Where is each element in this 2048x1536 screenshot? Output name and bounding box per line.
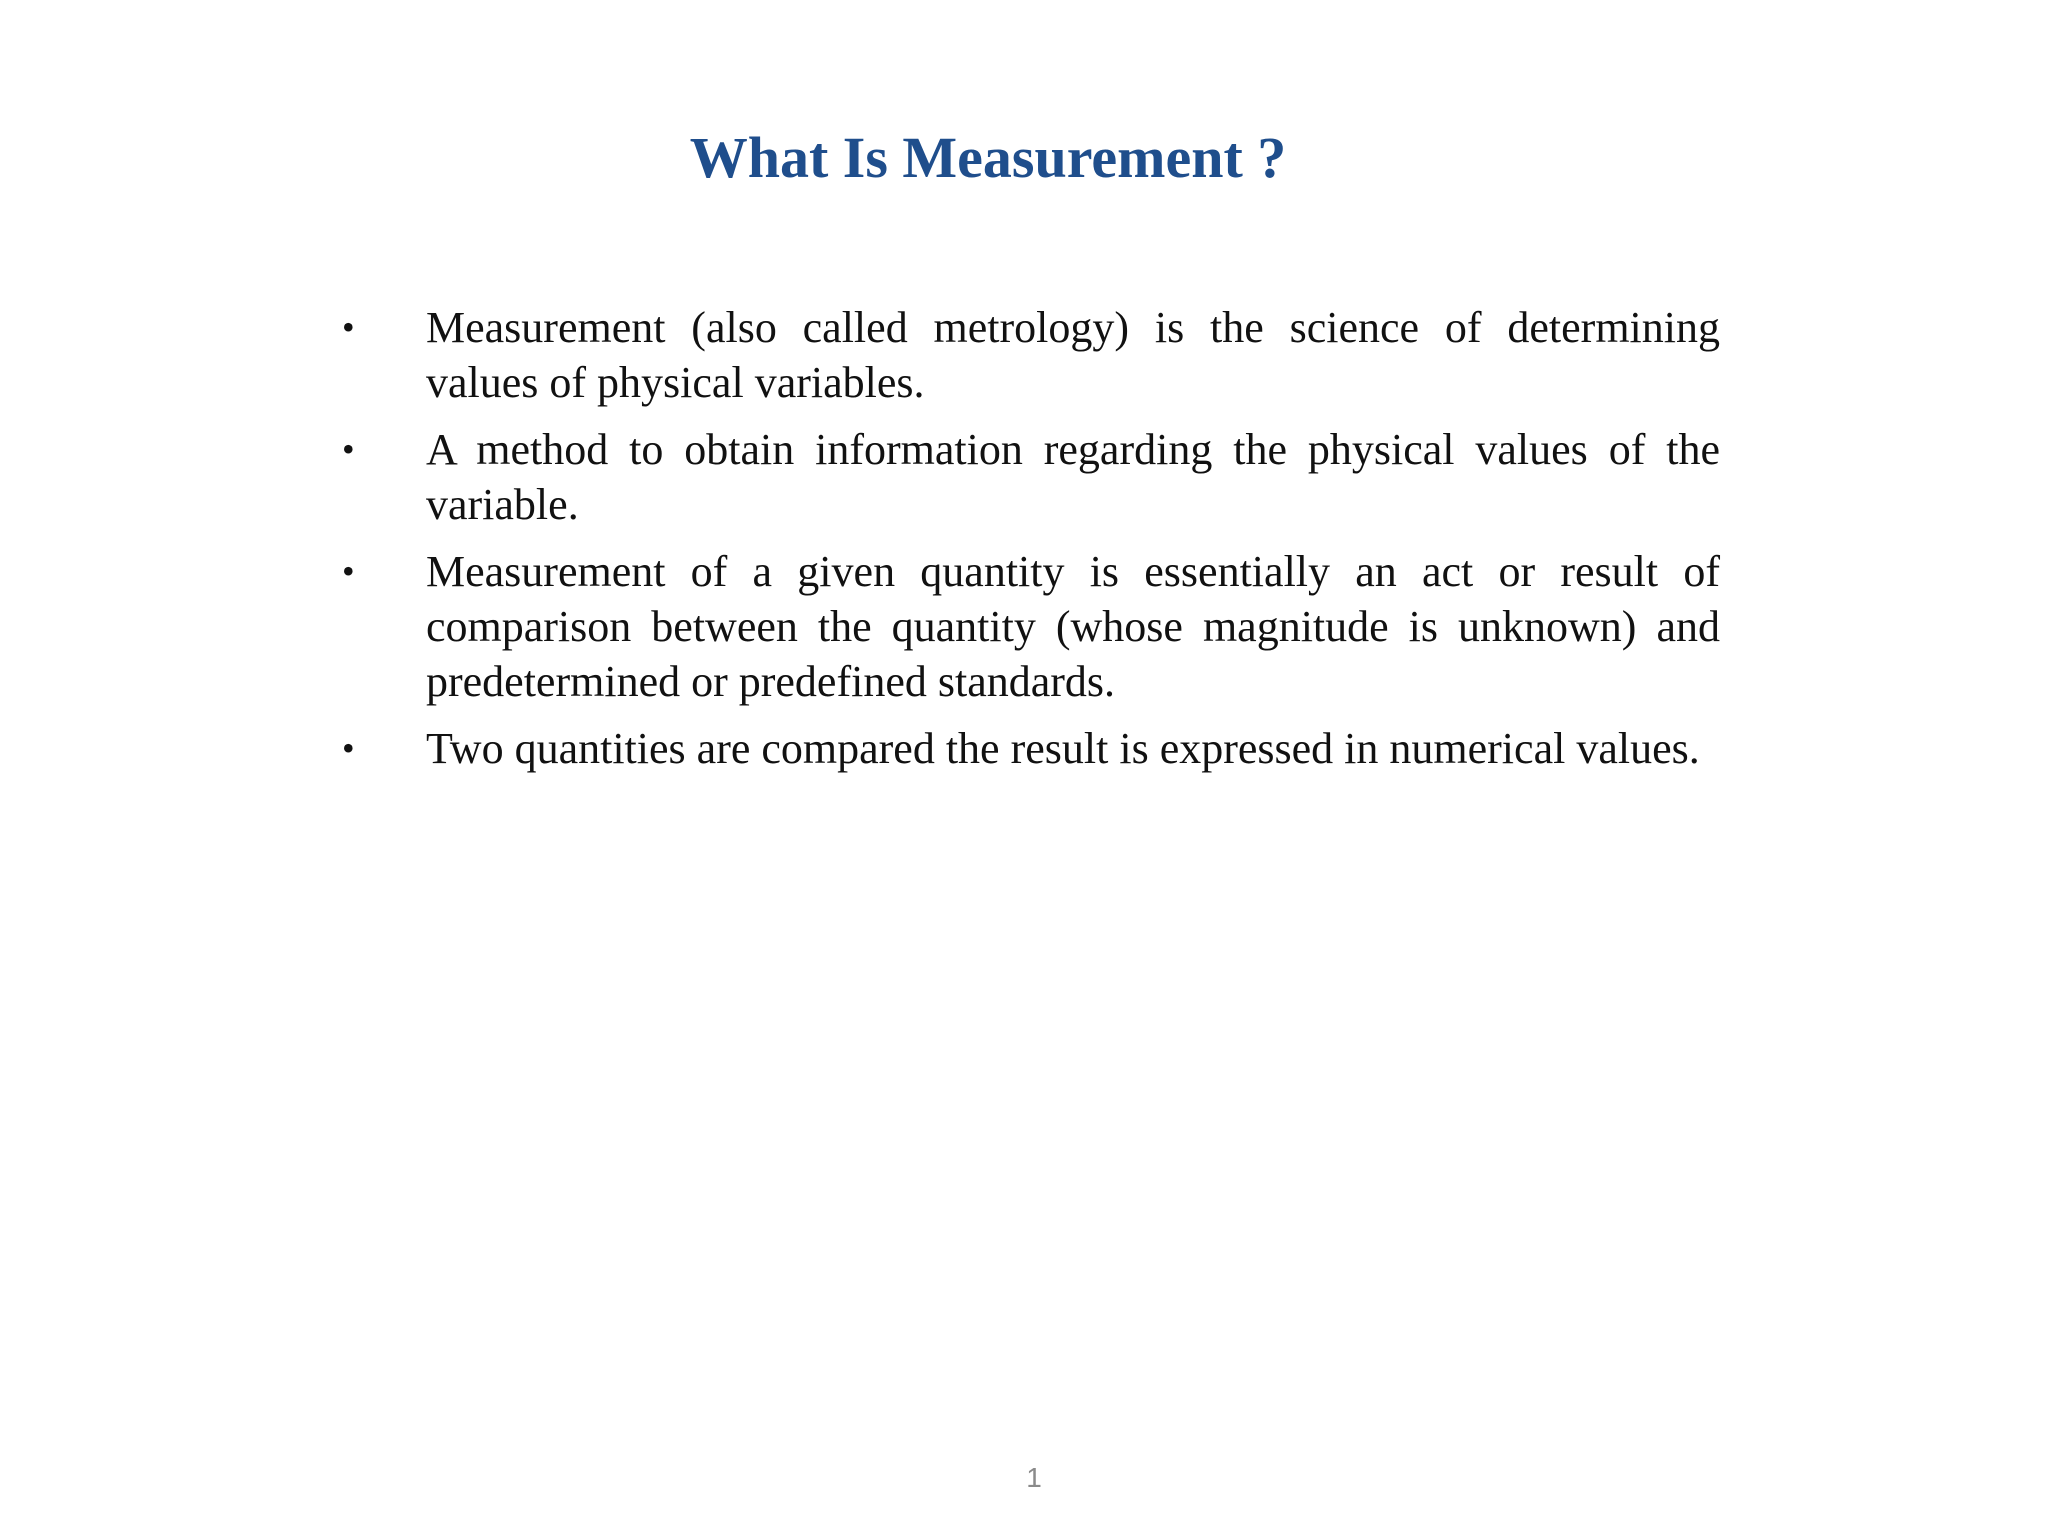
slide-title: What Is Measurement ?	[689, 125, 1287, 190]
bullet-marker: •	[342, 551, 355, 591]
bullet-item	[338, 721, 1720, 776]
bullet-marker: •	[342, 429, 355, 469]
bullet-text: Two quantities are compared the result is expressed in numerical values.	[426, 724, 1700, 773]
bullet-text: Measurement (also called metrology) is the science of determining values of physical variables.	[426, 303, 1720, 407]
bullet-marker: •	[342, 307, 355, 347]
bullet-list	[338, 300, 1720, 788]
bullet-item	[338, 300, 1720, 410]
bullet-text: A method to obtain information regarding the physical values of the variable.	[426, 425, 1720, 529]
bullet-text: Measurement of a given quantity is essentially an act or result of comparison between the quantity (whose magnitude is unknown) and predetermined or predefined standards.	[426, 547, 1720, 706]
bullet-item	[338, 422, 1720, 532]
bullet-marker: •	[342, 728, 355, 768]
page-number: 1	[1026, 1462, 1042, 1493]
bullet-item	[338, 544, 1720, 709]
